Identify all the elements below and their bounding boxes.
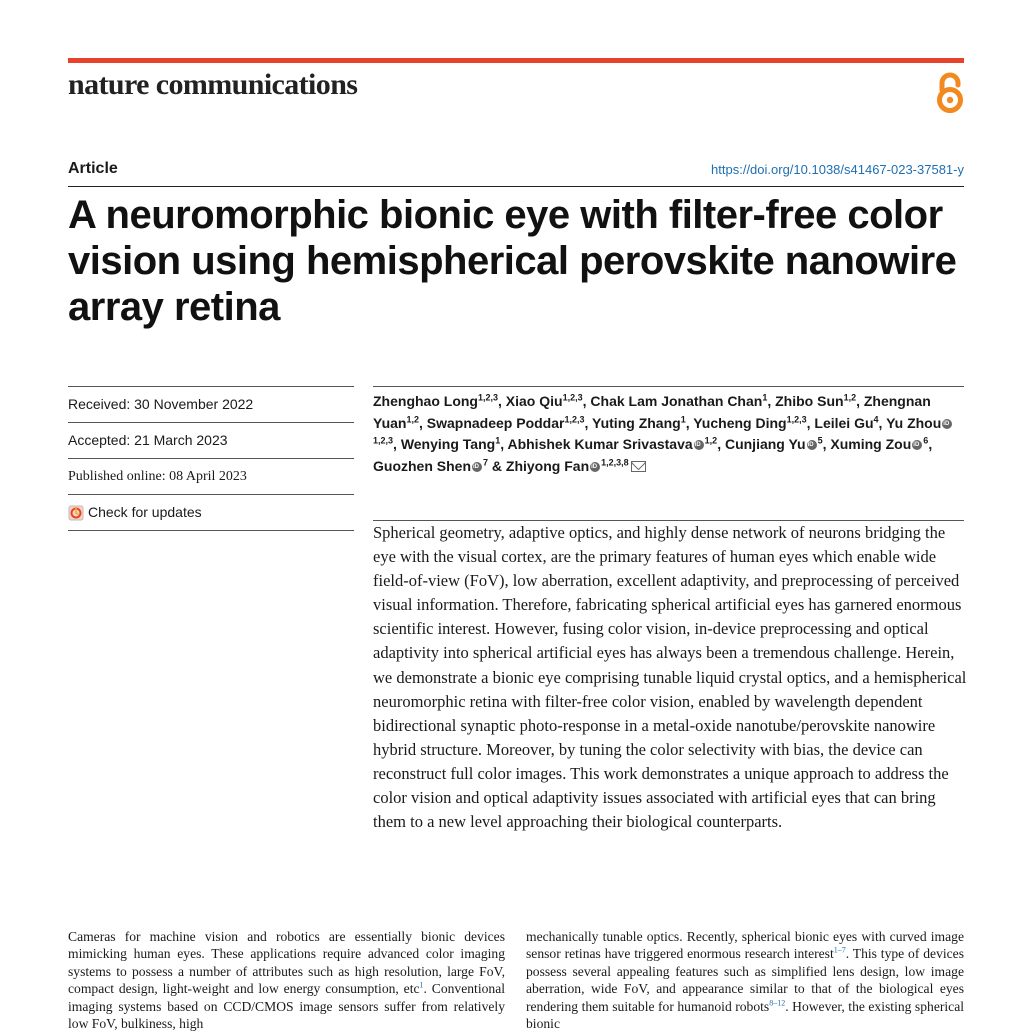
author-affiliation: 5	[817, 435, 823, 446]
author-name[interactable]: Zhenghao Long	[373, 393, 478, 409]
author-separator: ,	[822, 436, 831, 452]
author-separator: ,	[767, 393, 776, 409]
author-entry	[401, 436, 508, 452]
author-entry	[814, 415, 886, 431]
orcid-icon[interactable]	[472, 462, 482, 472]
body-text: . This type of devices possess several appealing features such as simplified lens design, low image aberration, wide FoV, and appearance similar to that of the biological eyes rendering them suitable for humanoid robots	[526, 946, 964, 1014]
article-title: A neuromorphic bionic eye with filter-free color vision using hemispherical perovskite nanowire array retina	[68, 193, 957, 329]
orcid-icon[interactable]	[807, 440, 817, 450]
author-separator: ,	[500, 436, 508, 452]
body-column-right	[526, 928, 964, 1032]
author-name[interactable]: Abhishek Kumar Srivastava	[507, 436, 693, 452]
author-affiliation: 1,2	[704, 435, 718, 446]
author-affiliation: 1,2,3	[786, 413, 807, 424]
author-separator: ,	[393, 436, 401, 452]
author-entry	[775, 393, 864, 409]
author-name[interactable]: Cunjiang Yu	[724, 436, 806, 452]
email-icon[interactable]	[631, 461, 646, 472]
author-entry	[725, 436, 830, 452]
journal-name[interactable]: nature communications	[68, 68, 358, 101]
author-affiliation: 1,2	[843, 392, 857, 403]
author-separator: ,	[498, 393, 506, 409]
body-text: mechanically tunable optics. Recently, spherical bionic eyes with curved image sensor retinas have triggered enormous research interest	[526, 929, 964, 962]
accepted-date: Accepted: 21 March 2023	[68, 423, 354, 459]
published-date: Published online: 08 April 2023	[68, 459, 354, 495]
author-name[interactable]: Xiao Qiu	[505, 393, 563, 409]
author-name[interactable]: Wenying Tang	[400, 436, 496, 452]
body-text: . However, the existing spherical bionic	[526, 998, 965, 1032]
orcid-icon[interactable]	[912, 440, 922, 450]
citation-link[interactable]: 8–12	[769, 998, 786, 1008]
author-name[interactable]: Yucheng Ding	[693, 414, 787, 431]
author-name[interactable]: Yuting Zhang	[592, 414, 681, 431]
doi-link[interactable]: https://doi.org/10.1038/s41467-023-37581-y	[711, 162, 964, 177]
author-entry	[507, 436, 725, 452]
author-entry	[592, 415, 693, 431]
author-name[interactable]: Zhibo Sun	[775, 393, 844, 409]
author-name[interactable]: Zhiyong Fan	[505, 457, 590, 474]
author-entry	[427, 415, 592, 431]
article-meta	[68, 386, 354, 531]
author-name[interactable]: Chak Lam Jonathan Chan	[590, 393, 763, 409]
title-rule	[68, 186, 964, 187]
body-text: . Conventional imaging systems based on CCD/CMOS image sensors suffer from relatively low FoV, bulkiness, high	[68, 981, 506, 1032]
article-type: Article	[68, 160, 118, 177]
received-date: Received: 30 November 2022	[68, 386, 354, 423]
author-affiliation: 1,2	[406, 413, 419, 424]
author-affiliation: 4	[873, 413, 879, 424]
author-name[interactable]: Guozhen Shen	[373, 457, 471, 474]
orcid-icon[interactable]	[694, 440, 704, 450]
author-affiliation: 7	[483, 456, 489, 467]
author-affiliation: 1	[495, 435, 501, 446]
author-separator: ,	[928, 436, 933, 452]
body-text: Cameras for machine vision and robotics are essentially bionic devices mimicking human eyes. These applications require advanced color imaging systems to possess a number of attributes such as high resolution, large FoV, compact design, light-weight and low energy consumption, etc	[68, 929, 505, 997]
author-name[interactable]: Yu Zhou	[886, 414, 942, 431]
author-entry	[373, 458, 506, 474]
orcid-icon[interactable]	[590, 462, 600, 472]
author-affiliation: 6	[923, 435, 929, 446]
author-name[interactable]: Zhengnan Yuan	[373, 393, 931, 431]
author-affiliation: 1	[680, 413, 686, 424]
author-separator: ,	[717, 436, 725, 452]
author-affiliation: 1	[762, 392, 768, 403]
open-access-lock-icon	[934, 70, 966, 114]
check-updates-icon	[68, 505, 84, 521]
author-entry	[590, 393, 775, 409]
author-name[interactable]: Leilei Gu	[814, 414, 874, 431]
citation-link[interactable]: 1	[419, 980, 424, 990]
author-entry	[506, 458, 646, 474]
author-list	[373, 391, 969, 477]
author-entry	[506, 393, 591, 409]
author-affiliation: 1,2,3	[373, 435, 394, 446]
check-for-updates-button[interactable]	[68, 495, 354, 531]
journal-accent-bar	[68, 58, 964, 63]
citation-link[interactable]: 1–7	[833, 945, 846, 955]
orcid-icon[interactable]	[942, 419, 952, 429]
author-separator: ,	[878, 414, 887, 431]
abstract: Spherical geometry, adaptive optics, and highly dense network of neurons bridging the eye with the visual cortex, are the primary features of human eyes which enable wide field-of-view (FoV), low aberration, excellent adaptivity, and preprocessing of perceived visual information. Therefore, fabricating spherical artificial eyes has garnered enormous scientific interest. However, fusing color vision, in-device preprocessing and optical adaptivity into spherical artificial eyes has always been a tremendous challenge. Herein, we demonstrate a bionic eye comprising tunable liquid crystal optics, and a hemispherical neuromorphic retina with filter-free color vision, enabled by wavelength dependent bidirectional synaptic photo-response in a metal-oxide nanotube/perovskite nanowire hybrid structure. Moreover, by tuning the color selectivity with bias, the device can reconstruct full color images. This work demonstrates a unique approach to address the color vision and optical adaptivity issues associated with artificial eyes that can bring them to a new level approaching their biological counterparts.	[373, 523, 967, 832]
body-column-left	[68, 928, 505, 1032]
check-updates-label: Check for updates	[88, 504, 202, 520]
author-affiliation: 1,2,3	[562, 392, 583, 403]
author-entry	[373, 393, 506, 409]
author-separator: ,	[806, 414, 815, 431]
authors-rule	[373, 386, 964, 387]
author-separator: ,	[685, 414, 694, 431]
author-name[interactable]: Swapnadeep Poddar	[426, 414, 565, 431]
author-affiliation: 1,2,3,8	[601, 456, 629, 467]
author-name[interactable]: Xuming Zou	[830, 436, 912, 452]
author-separator: ,	[582, 393, 591, 409]
author-entry	[693, 415, 814, 431]
author-affiliation: 1,2,3	[477, 392, 499, 403]
author-affiliation: 1,2,3	[564, 413, 585, 424]
author-separator: &	[488, 457, 506, 474]
author-separator: ,	[584, 414, 593, 431]
author-separator: ,	[856, 393, 864, 409]
author-entry	[830, 436, 932, 452]
author-separator: ,	[418, 414, 427, 431]
